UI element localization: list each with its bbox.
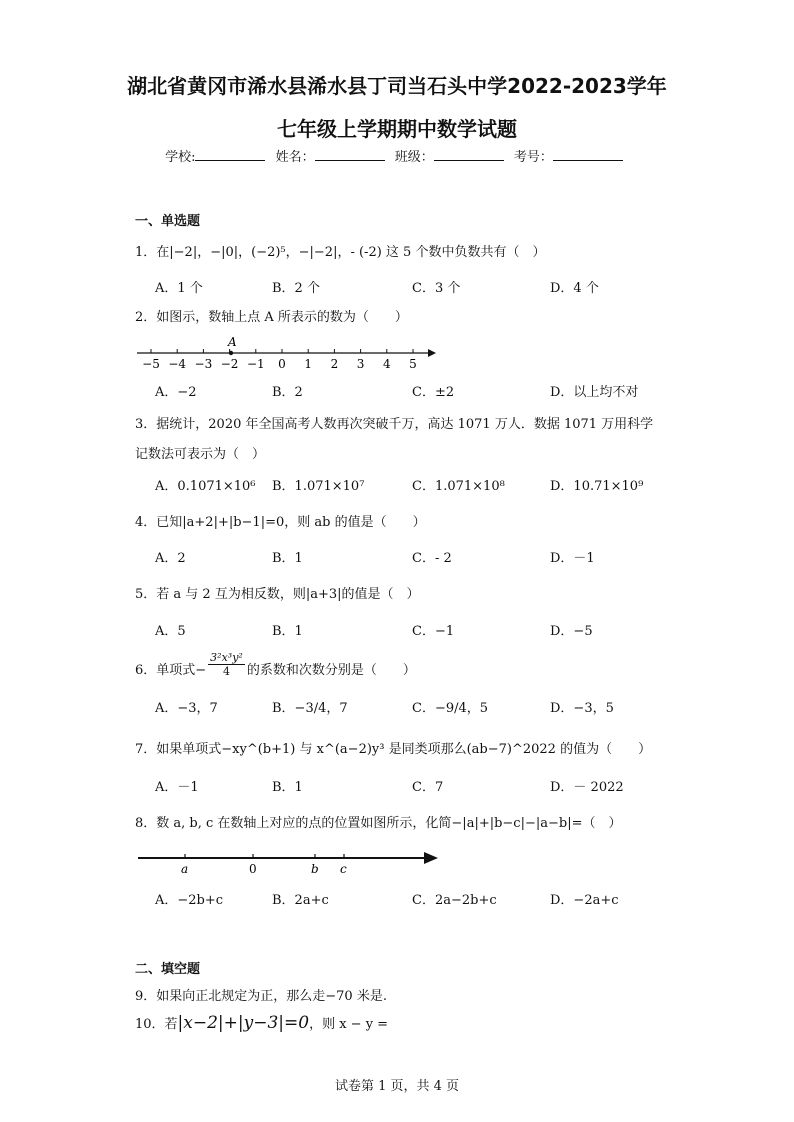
- question-5-stem: 5．若 a 与 2 互为相反数，则|a+3|的值是（ ）: [135, 587, 420, 602]
- tick-label: −4: [168, 357, 187, 371]
- school-blank[interactable]: [195, 148, 265, 161]
- q4-option-b[interactable]: B．1: [272, 551, 303, 566]
- q3-option-b[interactable]: B．1.071×10⁷: [272, 479, 365, 494]
- number-line-figure-q8: [138, 846, 443, 878]
- label-zero: 0: [249, 862, 257, 876]
- point-a-label: A: [228, 335, 237, 349]
- tick-label: 5: [409, 357, 417, 371]
- q2-option-d[interactable]: D．以上均不对: [550, 385, 639, 400]
- label-b: b: [311, 862, 319, 876]
- question-8-stem: 8．数 a, b, c 在数轴上对应的点的位置如图所示，化简−|a|+|b−c|−|a−b|=（ ）: [135, 816, 622, 831]
- tick-label: −5: [142, 357, 160, 371]
- question-3-stem-line2: 记数法可表示为（ ）: [135, 447, 266, 462]
- question-3-stem-line1: 3．据统计，2020 年全国高考人数再次突破千万，高达 1071 万人．数据 1071 万用科学: [135, 417, 654, 432]
- question-7-stem: 7．如果单项式−xy^(b+1) 与 x^(a−2)y³ 是同类项那么(ab−7)^2022 的值为（ ）: [135, 742, 652, 757]
- q3-option-c[interactable]: C．1.071×10⁸: [412, 479, 505, 494]
- question-6-stem: [135, 651, 416, 678]
- tick-label: 3: [356, 357, 365, 371]
- point-a-dot: [229, 351, 233, 355]
- axis-arrow-icon: [428, 349, 436, 357]
- q2-option-b[interactable]: B．2: [272, 385, 303, 400]
- q4-option-d[interactable]: D．－1: [550, 551, 595, 566]
- section-heading-single-choice: 一、单选题: [135, 214, 201, 229]
- q8-option-a[interactable]: A．−2b+c: [155, 893, 224, 908]
- page-footer: 试卷第 1 页，共 4 页: [334, 1079, 460, 1094]
- q7-option-c[interactable]: C．7: [412, 780, 444, 795]
- q6-fraction-numerator: 3²x³y²: [210, 651, 243, 664]
- q1-option-b[interactable]: B．2 个: [272, 281, 320, 296]
- q5-option-b[interactable]: B．1: [272, 624, 303, 639]
- q6-fraction-denominator: 4: [223, 665, 230, 678]
- name-blank[interactable]: [315, 148, 385, 161]
- q6-option-b[interactable]: B．−3/4，7: [272, 701, 348, 716]
- tick-label: −1: [246, 357, 265, 371]
- question-2-stem: 2．如图示，数轴上点 A 所表示的数为（ ）: [135, 310, 408, 325]
- q3-option-a[interactable]: A．0.1071×10⁶: [155, 479, 256, 494]
- school-label: 学校:: [165, 150, 196, 165]
- axis-arrow-icon: [424, 852, 438, 864]
- tick-label: 1: [304, 357, 313, 371]
- section-heading-fill-in: 二、填空题: [135, 962, 201, 977]
- tick-label: 0: [278, 357, 286, 371]
- q6-option-d[interactable]: D．−3，5: [550, 701, 614, 716]
- q2-option-c[interactable]: C．±2: [412, 385, 455, 400]
- q7-option-b[interactable]: B．1: [272, 780, 303, 795]
- q3-option-d[interactable]: D．10.71×10⁹: [550, 479, 644, 494]
- tick-label: −2: [220, 357, 239, 371]
- tick-label: 4: [382, 357, 391, 371]
- tick-label: −3: [194, 357, 213, 371]
- q8-option-d[interactable]: D．−2a+c: [550, 893, 619, 908]
- q1-option-a[interactable]: A．1 个: [155, 281, 203, 296]
- q6-option-c[interactable]: C．−9/4，5: [412, 701, 489, 716]
- q8-option-c[interactable]: C．2a−2b+c: [412, 893, 497, 908]
- exam-title-line2: 七年级上学期期中数学试题: [277, 117, 517, 141]
- label-a: a: [181, 862, 189, 876]
- q5-option-d[interactable]: D．−5: [550, 624, 593, 639]
- exam-no-blank[interactable]: [553, 148, 623, 161]
- q10-expression: |x−2|+|y−3|=0: [177, 1013, 310, 1033]
- question-10-stem: [135, 1013, 388, 1033]
- class-label: 班级：: [394, 150, 434, 165]
- q8-option-b[interactable]: B．2a+c: [272, 893, 329, 908]
- q1-option-d[interactable]: D．4 个: [550, 281, 599, 296]
- exam-no-label: 考号：: [513, 150, 553, 165]
- q5-option-c[interactable]: C．−1: [412, 624, 455, 639]
- number-line-figure-q2: [133, 333, 438, 375]
- q6-stem-prefix: 6．单项式−: [135, 663, 207, 678]
- question-4-stem: 4．已知|a+2|+|b−1|=0，则 ab 的值是（ ）: [135, 515, 426, 530]
- q2-option-a[interactable]: A．−2: [155, 385, 197, 400]
- q7-option-d[interactable]: D．－ 2022: [550, 780, 624, 795]
- q7-option-a[interactable]: A．－1: [155, 780, 199, 795]
- q4-option-c[interactable]: C．- 2: [412, 551, 452, 566]
- q6-option-a[interactable]: A．−3，7: [155, 701, 218, 716]
- q10-prefix: 10．若: [135, 1017, 178, 1032]
- question-1-stem: 1．在|−2|，−|0|，(−2)⁵，−|−2|，- (-2) 这 5 个数中负数共有（ ）: [135, 245, 546, 260]
- q5-option-a[interactable]: A．5: [155, 624, 186, 639]
- q4-option-a[interactable]: A．2: [155, 551, 186, 566]
- class-blank[interactable]: [434, 148, 504, 161]
- q1-option-c[interactable]: C．3 个: [412, 281, 461, 296]
- label-c: c: [340, 862, 347, 876]
- q6-stem-suffix: 的系数和次数分别是（ ）: [246, 663, 416, 678]
- name-label: 姓名：: [275, 150, 315, 165]
- tick-label: 2: [330, 357, 339, 371]
- q10-suffix: ，则 x − y =: [309, 1017, 389, 1032]
- question-9-stem: 9．如果向正北规定为正，那么走−70 米是.: [135, 989, 387, 1004]
- student-info-row: [0, 146, 794, 165]
- exam-title-line1: 湖北省黄冈市浠水县浠水县丁司当石头中学2022-2023学年: [127, 74, 667, 98]
- q6-fraction: [208, 651, 245, 678]
